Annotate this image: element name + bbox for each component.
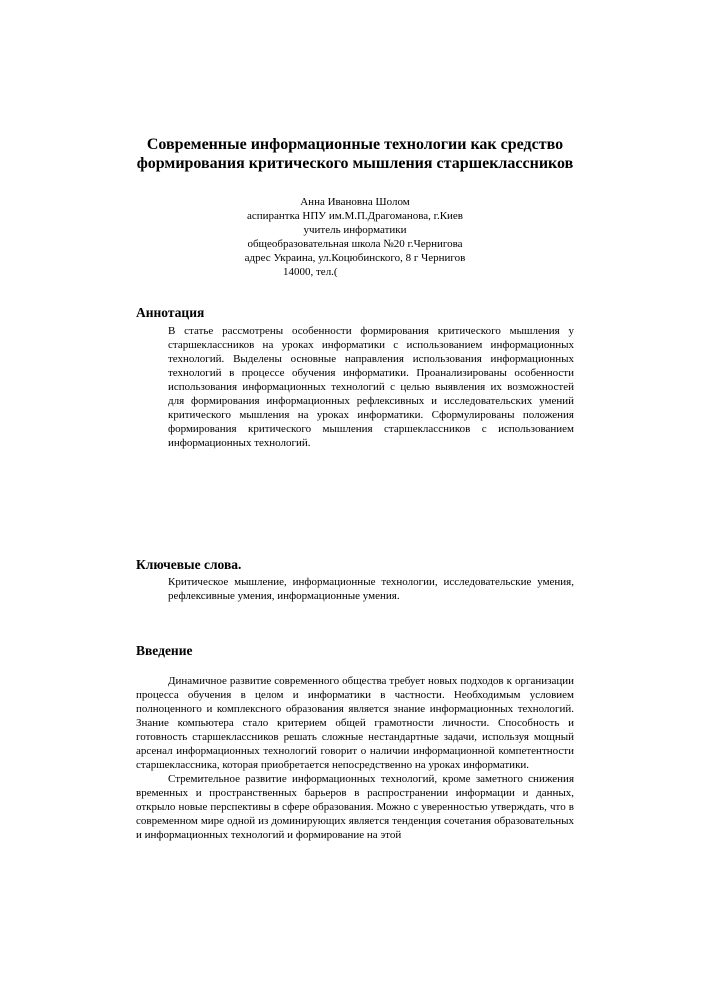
keywords-text: Критическое мышление, информационные технологии, исследовательские умения, рефлексивные умения, информационные умения.	[168, 576, 574, 602]
annotation-text: В статье рассмотрены особенности формирования критического мышления у старшеклассников на уроках информатики с использованием информационных технологий. Выделены основные направления использования информационных технологий в процессе обучения информатики. Проанализированы особенности использования информационных технологий с целью выявления их возможностей для формирования информационных рефлексивных и исследовательских умений критического мышления на уроках информатики. Сформулированы положения формирования критического мышления старшеклассников с использованием информационных технологий.	[168, 325, 574, 449]
author-school: общеобразовательная школа №20 г.Чернигова	[247, 238, 463, 250]
author-position: учитель информатики	[303, 224, 407, 236]
author-name: Анна Ивановна Шолом	[300, 196, 410, 208]
introduction-paragraph-1: Динамичное развитие современного общества требует новых подходов к организации процесса обучения в целом и информатики в частности. Необходимым условием полноценного и комплексного образования является знание информационных технологий. Знание компьютера стало критерием общей грамотности личности. Способность и готовность старшеклассников решать сложные нестандартные задачи, используя мощный арсенал информационных технологий говорит о наличии информационной компетентности старшеклассника, которая приобретается непосредственно на уроках информатики.	[136, 675, 574, 771]
author-address: адрес Украина, ул.Коцюбинского, 8 г Чернигов	[244, 252, 466, 264]
paper-title: Современные информационные технологии как средство формирования критического мышления старшеклассников	[136, 136, 574, 172]
author-postal: 14000, тел.(	[283, 266, 338, 278]
introduction-heading: Введение	[136, 643, 193, 658]
author-affiliation: аспирантка НПУ им.М.П.Драгоманова, г.Киев	[247, 210, 463, 222]
introduction-paragraph-2: Стремительное развитие информационных технологий, кроме заметного снижения временных и пространственных барьеров в распространении информации и данных, открыло новые перспективы в сфере образования. Можно с уверенностью утверждать, что в современном мире одной из доминирующих является тенденция сочетания образовательных и информационных технологий и формирование на этой	[136, 773, 574, 841]
keywords-heading: Ключевые слова.	[136, 557, 242, 572]
annotation-heading: Аннотация	[136, 305, 205, 320]
introduction-body	[136, 674, 574, 842]
